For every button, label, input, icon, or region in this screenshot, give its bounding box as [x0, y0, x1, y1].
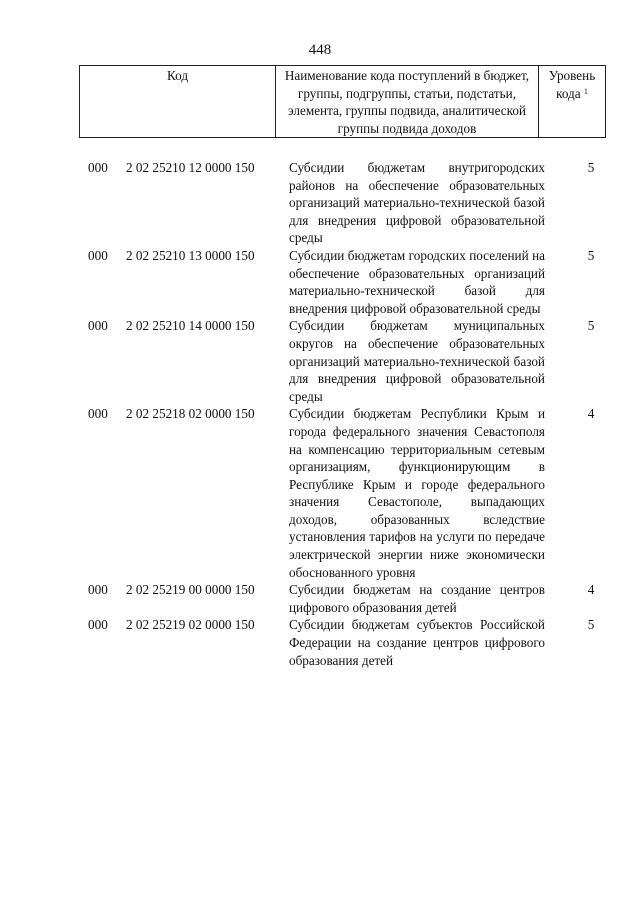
row-name: Субсидии бюджетам на создание центров цифрового образования детей — [289, 582, 545, 615]
table-row — [79, 616, 624, 669]
row-level: 5 — [587, 247, 595, 263]
row-prefix: 000 — [88, 247, 108, 263]
row-level: 5 — [587, 617, 595, 633]
header-code: Код — [80, 66, 276, 138]
table-row — [79, 159, 624, 247]
row-name: Субсидии бюджетам Республики Крым и города федерального значения Севастополя на компенсацию территориальным сетевым организациям, функционирующим в Республике Крым и городе федерального значения Севастополе, выпадающих доходов, образованных вследствие установления тарифов на услуги по передаче электрической энергии ниже экономически обоснованного уровня — [289, 406, 545, 580]
page-number: 448 — [308, 42, 332, 58]
header-level: Уровень кода — [548, 68, 596, 101]
row-level: 5 — [587, 160, 595, 175]
row-code: 2 02 25210 14 0000 150 — [126, 318, 255, 334]
row-prefix: 000 — [88, 318, 108, 334]
row-name: Субсидии бюджетам субъектов Российской Федерации на создание центров цифрового образования детей — [289, 617, 545, 668]
table-row — [79, 317, 624, 405]
row-code: 2 02 25219 00 0000 150 — [126, 582, 255, 598]
table-header — [79, 65, 606, 138]
code-table — [79, 159, 624, 669]
row-prefix: 000 — [88, 617, 108, 633]
row-name: Субсидии бюджетам муниципальных округов на обеспечение образовательных организаций материально-технической базой для внедрения цифровой образовательной среды — [289, 318, 545, 404]
row-code: 2 02 25218 02 0000 150 — [126, 406, 255, 422]
table-row — [79, 247, 624, 317]
row-code: 2 02 25210 13 0000 150 — [126, 247, 255, 263]
table-row — [79, 581, 624, 616]
row-name: Субсидии бюджетам городских поселений на обеспечение образовательных организаций материально-технической базой для внедрения цифровой образовательной среды — [289, 247, 545, 316]
row-level: 5 — [587, 318, 595, 334]
row-level: 4 — [587, 406, 595, 422]
header-level-cell — [539, 66, 606, 138]
row-prefix: 000 — [88, 406, 108, 422]
header-level-footnote: 1 — [583, 86, 588, 96]
row-code: 2 02 25219 02 0000 150 — [126, 617, 255, 633]
row-prefix: 000 — [88, 582, 108, 598]
row-code: 2 02 25210 12 0000 150 — [126, 160, 255, 175]
row-level: 4 — [587, 582, 595, 598]
row-prefix: 000 — [88, 160, 108, 175]
row-name: Субсидии бюджетам внутригородских районов на обеспечение образовательных организаций материально-технической базой для внедрения цифровой образовательной среды — [289, 160, 545, 246]
header-name: Наименование кода поступлений в бюджет, группы, подгруппы, статьи, подстатьи, элемента, группы подвида, аналитической группы подвида доходов — [276, 66, 539, 138]
table-row — [79, 405, 624, 581]
